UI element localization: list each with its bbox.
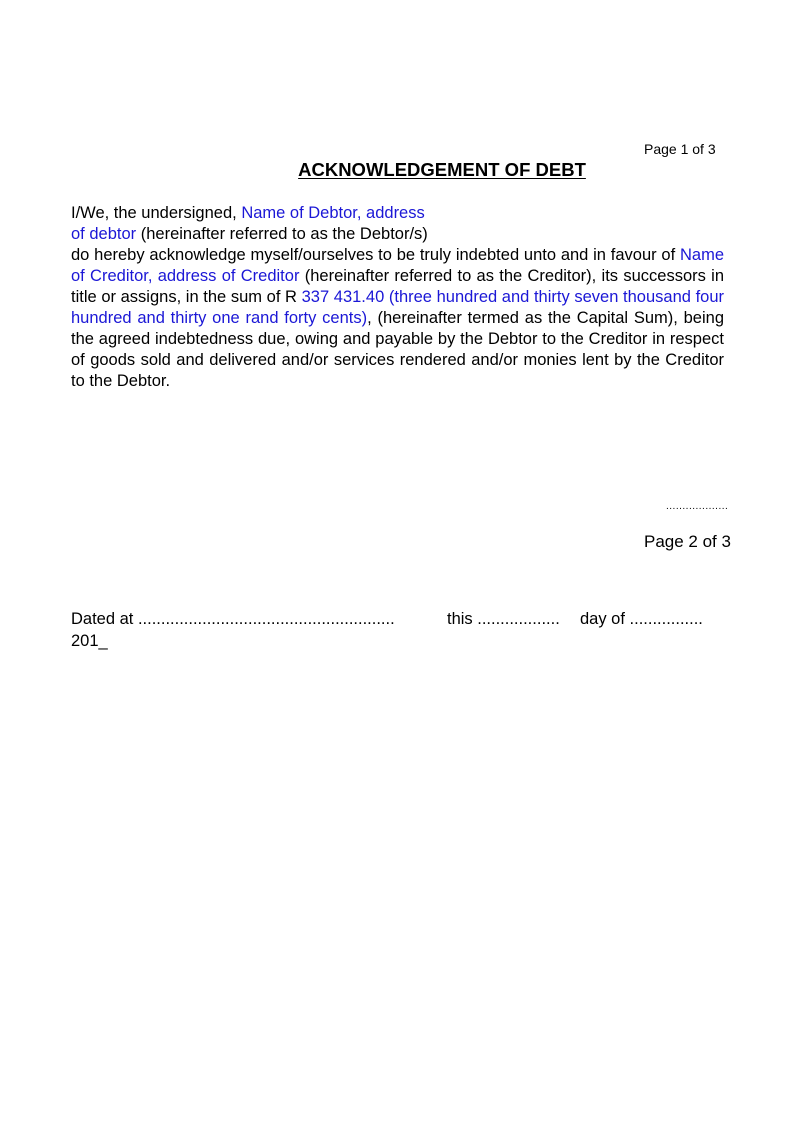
body-part-1: do hereby acknowledge myself/ourselves to be truly indebted unto and in favour of <box>71 246 680 264</box>
dated-day-of: day of ................ <box>580 610 703 628</box>
intro-prefix: I/We, the undersigned, <box>71 204 242 222</box>
debtor-address-placeholder: of debtor <box>71 225 137 243</box>
intro-suffix: (hereinafter referred to as the Debtor/s) <box>136 225 428 243</box>
debtor-name-placeholder: Name of Debtor, address <box>241 204 425 222</box>
page-number-2: Page 2 of 3 <box>644 532 731 551</box>
dated-this: this .................. <box>447 610 560 628</box>
body-part-2: (hereinafter referred to as the Creditor), its successors in title or assigns, in the sum of R <box>71 267 724 306</box>
page-number-top: Page 1 of 3 <box>644 141 716 157</box>
amount-placeholder: 337 431.40 (three hundred and thirty seven thousand four hundred and thirty one rand forty cents) <box>71 288 724 327</box>
dated-at: Dated at ........................................................ <box>71 610 395 628</box>
dated-line <box>71 608 731 652</box>
body-part-3: , (hereinafter termed as the Capital Sum), being the agreed indebtedness due, owing and payable by the Debtor to the Creditor in respect of goods sold and delivered and/or services rendered and/or monies lent by the Creditor to the Debtor. <box>71 309 724 390</box>
dated-year: 201_ <box>71 632 108 650</box>
intro-line-2 <box>71 224 428 245</box>
intro-line-1 <box>71 203 425 224</box>
creditor-placeholder: Name of Creditor, address of Creditor <box>71 246 724 285</box>
document-title: ACKNOWLEDGEMENT OF DEBT <box>298 159 586 180</box>
dotted-separator: ................... <box>666 501 729 512</box>
acknowledgement-paragraph <box>71 245 724 392</box>
